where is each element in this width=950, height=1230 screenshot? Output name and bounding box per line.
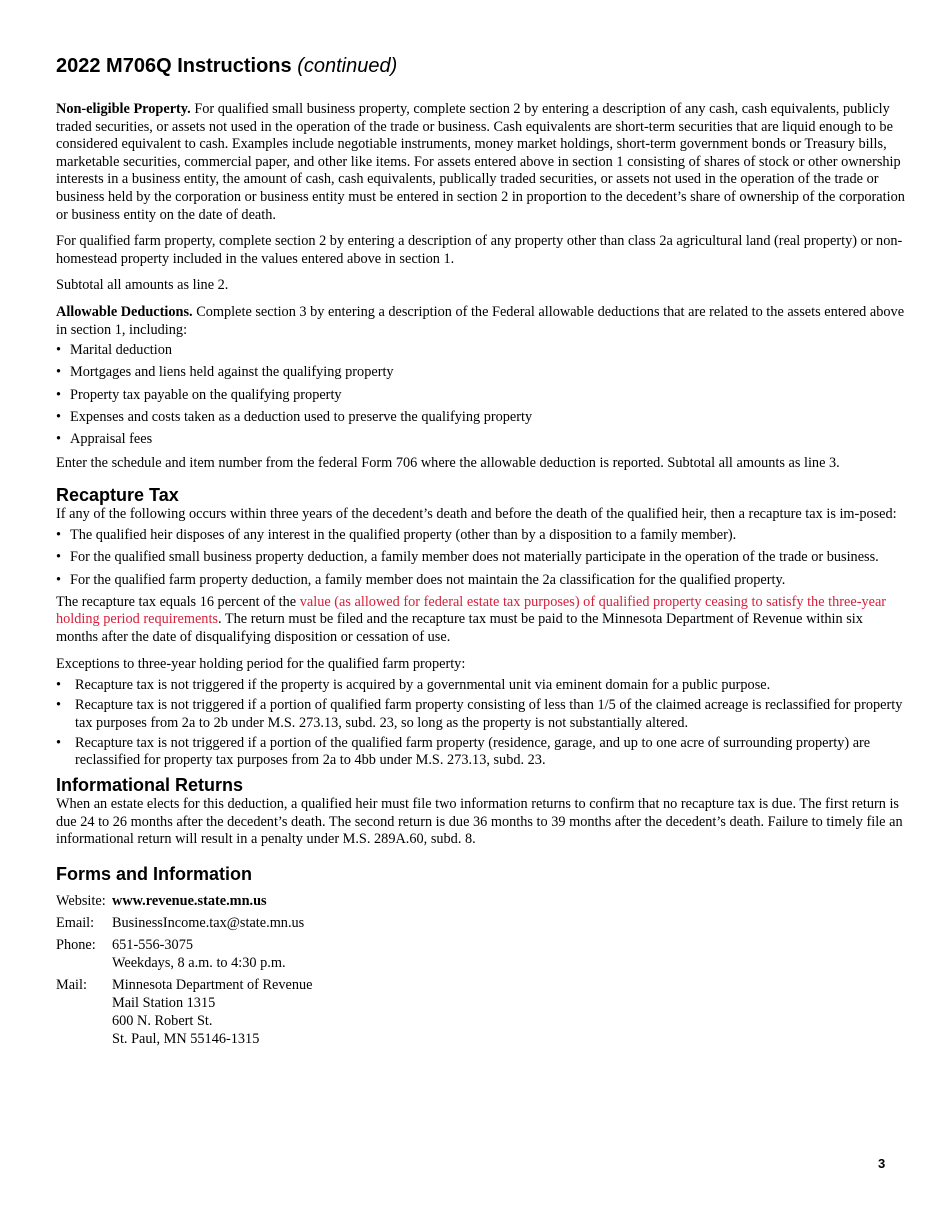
recapture-tax-highlight: value (as allowed for federal estate tax purposes) of qualified property ceasing to satisfy the three-year holding period requirements [56,593,887,628]
email-address[interactable]: BusinessIncome.tax@state.mn.us [112,914,305,931]
mail-address [112,976,313,1048]
list-item: • Recapture tax is not triggered if a portion of qualified farm property consisting of less than 1/5 of the claimed acreage is reclassified for property tax purposes from 2a to 2b under M.S. 273.13, subd. 23, so long as the property is not substantially altered. [56,697,906,732]
informational-returns-heading: Informational Returns [56,775,244,795]
list-item: • Appraisal fees [56,431,906,449]
recapture-tax-paragraph [56,594,906,647]
website-link[interactable] [112,892,313,914]
title-continued: (continued) [297,55,398,77]
phone-details [112,936,313,976]
contact-row-email [56,914,313,936]
recapture-triggers-list [56,527,906,589]
list-item: • Mortgages and liens held against the qualifying property [56,364,906,382]
contact-row-website [56,892,313,914]
email-label: Email: [56,914,95,931]
allowable-deductions-intro: Complete section 3 by entering a description of the Federal allowable deductions that are related to the assets entered above in section 1, including: [56,303,905,338]
informational-returns-paragraph: When an estate elects for this deduction, a qualified heir must file two information returns to confirm that no recapture tax is due. The first return is due 24 to 26 months after the decedent’s death. The second return is due 36 months to 39 months after the decedent’s death. Failure to timely file an informational return will result in a penalty under M.S. 289A.60, subd. 8. [56,796,903,848]
list-item: • The qualified heir disposes of any interest in the qualified property (other than by a disposition to a family member). [56,527,906,545]
list-item: • For the qualified small business property deduction, a family member does not materially participate in the operation of the trade or business. [56,549,906,567]
allowable-deductions-paragraph [56,304,906,339]
list-item: • Recapture tax is not triggered if the property is acquired by a governmental unit via eminent domain for a public purpose. [56,677,906,695]
document-body [56,101,906,1048]
website-url[interactable]: www.revenue.state.mn.us [112,892,267,909]
exceptions-intro-paragraph: Exceptions to three-year holding period for the qualified farm property: [56,655,466,672]
phone-label: Phone: [56,936,96,953]
phone-number: 651-556-3075 [112,936,194,953]
mail-line: Minnesota Department of Revenue [112,976,313,993]
list-item: • Marital deduction [56,342,906,360]
non-eligible-text: For qualified small business property, complete section 2 by entering a description of any cash, cash equivalents, publicly traded securities, or assets not used in the operation of the trade or business. Cash equivalents are short-term securities that are liquid enough to be considered equivalent to cash. Examples include negotiable instruments, money market holdings, short-term government bonds or Treasury bills, marketable securities, commercial paper, and other like items. For assets entered above in section 1 consisting of shares of stock or other ownership interests in a business entity, the amount of cash, cash equivalents, publically traded securities, or assets not used in the operation of the trade or business held by the corporation or business entity must be entered in section 2 in proportion to the decedent’s share of ownership of the corporation or business entity on the date of death. [56,101,905,223]
non-eligible-paragraph [56,101,906,224]
contact-row-mail [56,976,313,1048]
mail-line: St. Paul, MN 55146-1315 [112,1030,260,1047]
subtotal-line2-paragraph: Subtotal all amounts as line 2. [56,277,229,294]
allowable-closing-paragraph: Enter the schedule and item number from the federal Form 706 where the allowable deduction is reported. Subtotal all amounts as line 3. [56,454,840,471]
forms-information-heading: Forms and Information [56,863,253,884]
non-eligible-heading: Non-eligible Property. [56,101,191,117]
website-label: Website: [56,892,106,909]
mail-line: Mail Station 1315 [112,994,216,1011]
list-item: • Property tax payable on the qualifying property [56,387,906,405]
list-item: • For the qualified farm property deduction, a family member does not maintain the 2a classification for the qualified property. [56,572,906,590]
farm-property-paragraph: For qualified farm property, complete section 2 by entering a description of any property other than class 2a agricultural land (real property) or non-homestead property included in the values entered above in section 1. [56,233,903,267]
allowable-deductions-heading: Allowable Deductions. [56,303,193,320]
list-item: • Expenses and costs taken as a deduction used to preserve the qualifying property [56,409,906,427]
recapture-tax-text-end: . The return must be filed and the recapture tax must be paid to the Minnesota Department of Revenue within six months after the date of disqualifying disposition or cessation of use. [56,611,863,646]
allowable-deductions-list [56,342,906,449]
title-text: 2022 M706Q Instructions [56,55,292,77]
page-title [56,54,397,78]
contact-table [56,892,313,1048]
recapture-intro-paragraph: If any of the following occurs within three years of the decedent’s death and before the death of the qualified heir, then a recapture tax is im-posed: [56,506,897,523]
page-number: 3 [878,1156,886,1171]
recapture-tax-text: The recapture tax equals 16 percent of the [56,593,300,610]
exceptions-list [56,677,906,770]
contact-row-phone [56,936,313,976]
recapture-tax-heading: Recapture Tax [56,485,179,506]
mail-label: Mail: [56,976,87,993]
list-item: • Recapture tax is not triggered if a portion of the qualified farm property (residence, garage, and up to one acre of surrounding property) are reclassified for property tax purposes from 2a to 4bb under M.S. 273.13, subd. 23. [56,735,906,770]
mail-line: 600 N. Robert St. [112,1012,213,1029]
phone-hours: Weekdays, 8 a.m. to 4:30 p.m. [112,954,286,971]
